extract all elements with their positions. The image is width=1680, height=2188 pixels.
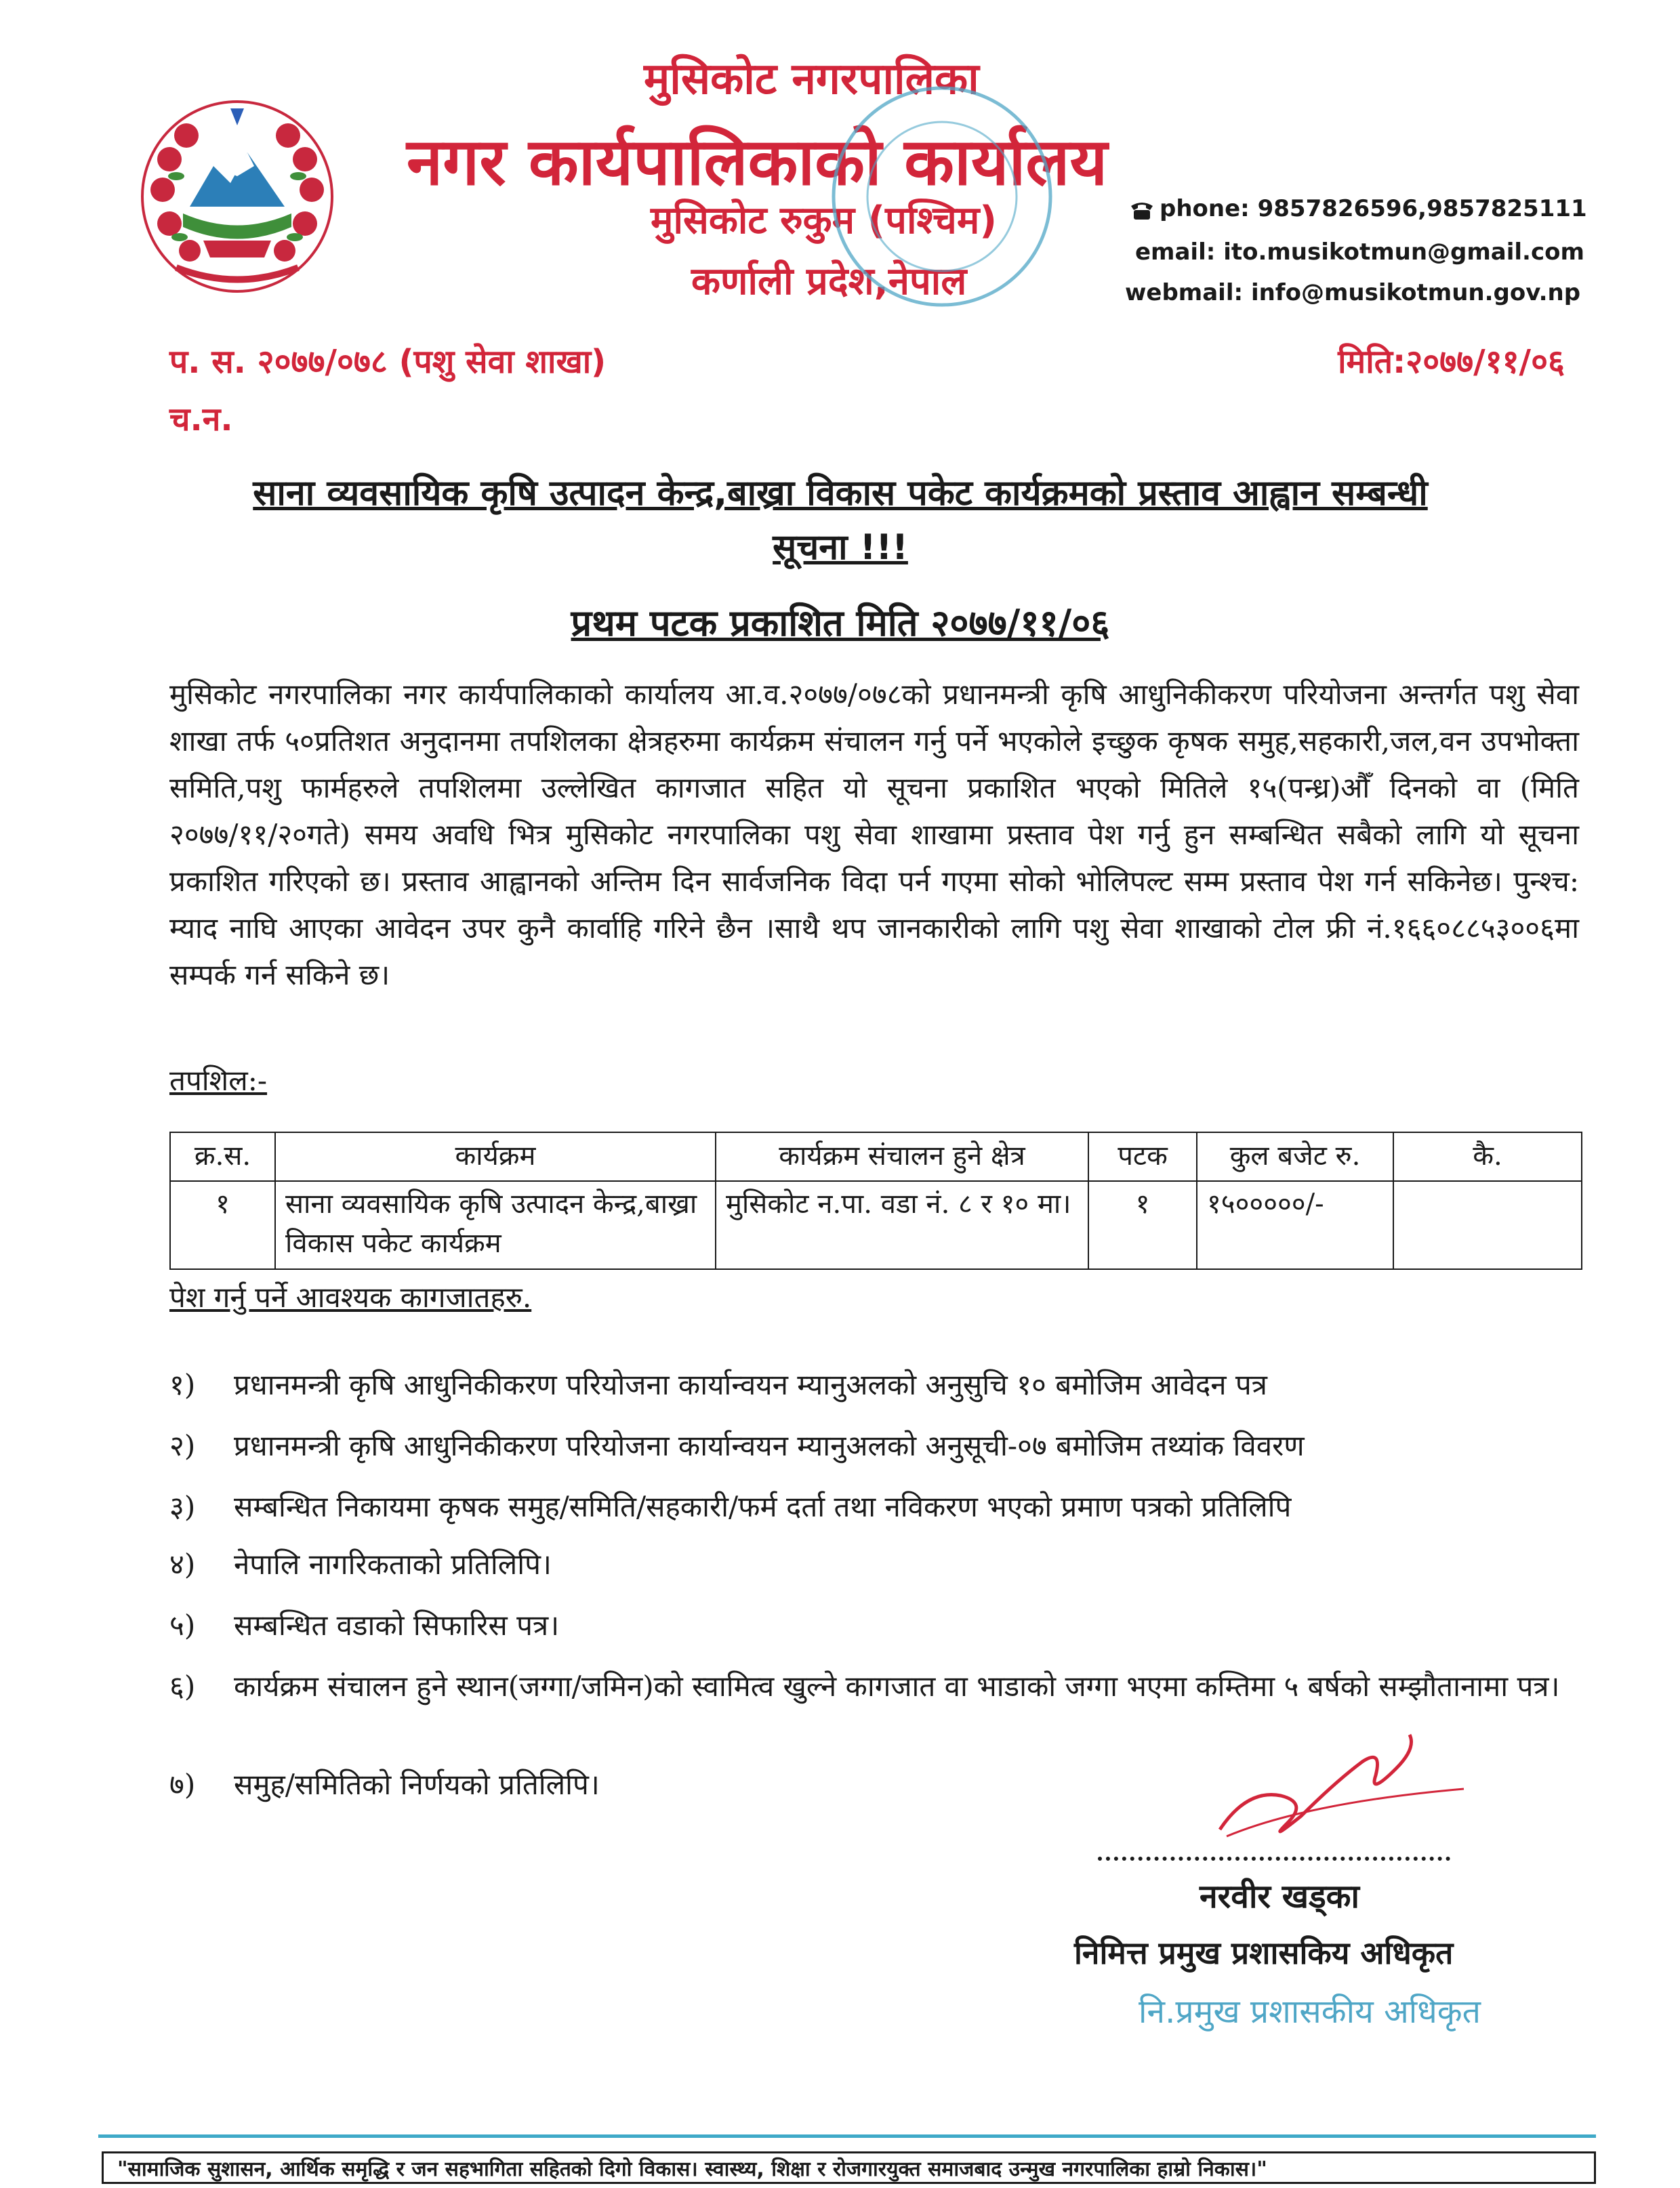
signatory-title: निमित्त प्रमुख प्रशासकिय अधिकृत [1074,1935,1454,1971]
header-municipality-name: मुसिकोट नगरपालिका [644,54,979,104]
signature-line [1098,1857,1450,1861]
phone-label: phone: [1160,195,1250,222]
list-item [169,1667,1586,1706]
table-row [170,1181,1582,1269]
col-count: पटक [1088,1132,1197,1181]
list-item-text: सम्बन्धित निकायमा कृषक समुह/समिति/सहकारी/फर्म दर्ता तथा नविकरण भएको प्रमाण पत्रको प्रतिलिपि [234,1490,1292,1523]
header-province: कर्णाली प्रदेश,नेपाल [691,260,967,304]
list-item [169,1487,1586,1527]
schedule-label: तपशिल:- [169,1064,268,1097]
col-area: कार्यक्रम संचालन हुने क्षेत्र [716,1132,1088,1181]
notice-title-line2: सूचना !!! [773,527,908,568]
webmail-address[interactable]: info@musikotmun.gov.np [1250,279,1581,306]
footer-motto: "सामाजिक सुशासन, आर्थिक समृद्धि र जन सहभागिता सहितको दिगो विकास। स्वास्थ्य, शिक्षा र रोजगारयुक्त समाजबाद उन्मुख नगरपालिका हाम्रो निकास।" [102,2151,1596,2184]
required-docs-heading: पेश गर्नु पर्ने आवश्यक कागजातहरु. [169,1281,532,1314]
cell-remarks [1393,1181,1582,1269]
list-item-text: समुह/समितिको निर्णयको प्रतिलिपि। [234,1768,600,1801]
handwritten-signature [1206,1714,1491,1850]
email-label: email: [1135,239,1216,266]
cell-program: साना व्यवसायिक कृषि उत्पादन केन्द्र,बाख्रा विकास पकेट कार्यक्रम [275,1181,716,1269]
header-office-name: नगर कार्यपालिकाको कार्यालय [407,124,1108,200]
col-remarks: कै. [1393,1132,1582,1181]
telephone-icon [1128,199,1155,221]
notice-body: मुसिकोट नगरपालिका नगर कार्यपालिकाको कार्यालय आ.व.२०७७/०७८को प्रधानमन्त्री कृषि आधुनिकीकरण परियोजना अन्तर्गत पशु सेवा शाखा तर्फ ५०प्रतिशत अनुदानमा तपशिलका क्षेत्रहरुमा कार्यक्रम संचालन गर्नु पर्ने भएकोले इच्छुक कृषक समुह,सहकारी,जल,वन उपभोक्ता समिति,पशु फार्महरुले तपशिलमा उल्लेखित कागजात सहित यो सूचना प्रकाशित भएको मितिले १५(पन्ध्र)औँ दिनको वा (मिति २०७७/११/२०गते) समय अवधि भित्र मुसिकोट नगरपालिका पशु सेवा शाखामा प्रस्ताव पेश गर्नु हुन सम्बन्धित सबैको लागि यो सूचना प्रकाशित गरिएको छ। प्रस्ताव आह्वानको अन्तिम दिन सार्वजनिक विदा पर्न गएमा सोको भोलिपल्ट सम्म प्रस्ताव पेश गर्न सकिनेछ। पुन्श्च: म्याद नाघि आएका आवेदन उपर कुनै कार्वाहि गरिने छैन ।साथै थप जानकारीको लागि पशु सेवा शाखाको टोल फ्री नं.१६६०८८५३००६मा सम्पर्क गर्न सकिने छ। [169,678,1579,991]
email-line [1135,239,1584,266]
program-table [169,1132,1582,1270]
cell-budget: १५०००००/- [1197,1181,1393,1269]
phone-line [1128,195,1587,222]
list-item-number: ३) [169,1490,196,1523]
list-item [169,1365,1586,1405]
first-published-date: प्रथम पटक प्रकाशित मिति २०७७/११/०६ [571,602,1110,644]
webmail-label: webmail: [1125,279,1244,306]
signatory-stamp: नि.प्रमुख प्रशासकीय अधिकृत [1139,1993,1481,2031]
list-item-number: १) [169,1368,196,1401]
signatory-name: नरवीर खड्का [1200,1878,1359,1916]
list-item [169,1545,1586,1584]
col-budget: कुल बजेट रु. [1197,1132,1393,1181]
cell-area: मुसिकोट न.पा. वडा नं. ८ र १० मा। [716,1181,1088,1269]
list-item [169,1606,1586,1645]
col-program: कार्यक्रम [275,1132,716,1181]
letter-date: मिति:२०७७/११/०६ [1338,343,1565,381]
dispatch-number: च.न. [169,400,233,438]
list-item-text: कार्यक्रम संचालन हुने स्थान(जग्गा/जमिन)को स्वामित्व खुल्ने कागजात वा भाडाको जग्गा भएमा कम्तिमा ५ बर्षको सम्झौतानामा पत्र। [234,1670,1560,1703]
table-header-row [170,1132,1582,1181]
col-serial: क्र.स. [170,1132,275,1181]
notice-title-line1: साना व्यवसायिक कृषि उत्पादन केन्द्र,बाख्रा विकास पकेट कार्यक्रमको प्रस्ताव आह्वान सम्बन्धी [253,473,1428,514]
list-item-number: ६) [169,1670,196,1703]
list-item-number: ७) [169,1768,196,1801]
list-item-number: ५) [169,1609,196,1642]
municipality-emblem [136,95,339,298]
cell-serial: १ [170,1181,275,1269]
list-item-number: २) [169,1429,196,1462]
official-stamp [813,61,1071,346]
cell-count: १ [1088,1181,1197,1269]
email-address[interactable]: ito.musikotmun@gmail.com [1223,239,1584,266]
list-item-text: प्रधानमन्त्री कृषि आधुनिकीकरण परियोजना कार्यान्वयन म्यानुअलको अनुसूची-०७ बमोजिम तथ्यांक विवरण [234,1429,1305,1462]
webmail-line [1125,279,1580,306]
list-item-number: ४) [169,1548,196,1581]
list-item [169,1426,1586,1466]
phone-number[interactable]: 9857826596,9857825111 [1257,195,1587,222]
reference-number: प. स. २०७७/०७८ (पशु सेवा शाखा) [169,343,607,381]
list-item-text: सम्बन्धित वडाको सिफारिस पत्र। [234,1609,560,1642]
list-item-text: नेपालि नागरिकताको प्रतिलिपि। [234,1548,552,1581]
footer-divider [98,2134,1596,2138]
list-item-text: प्रधानमन्त्री कृषि आधुनिकीकरण परियोजना कार्यान्वयन म्यानुअलको अनुसुचि १० बमोजिम आवेदन पत्र [234,1368,1267,1401]
header-district: मुसिकोट रुकुम (पश्चिम) [651,199,997,243]
